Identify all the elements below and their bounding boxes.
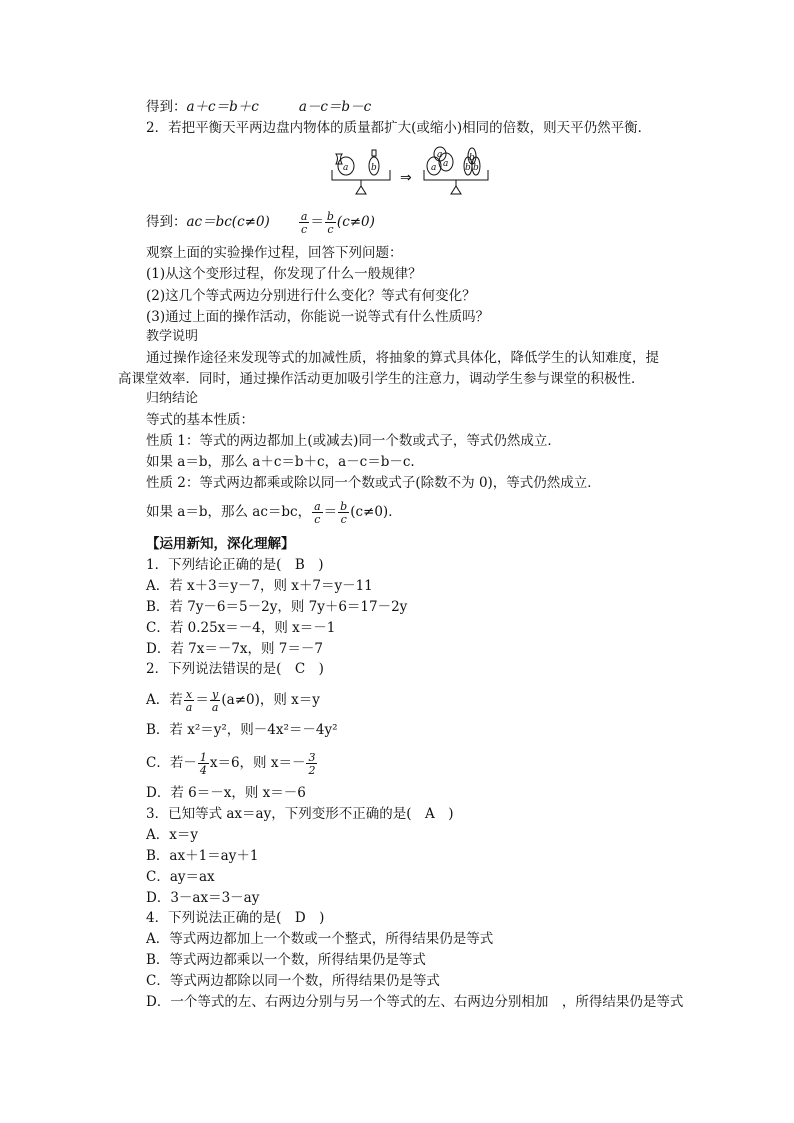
derive-prefix-2: 得到： [146, 214, 187, 230]
question-2: (2)这几个等式两边分别进行什么变化？等式有何变化？ [146, 288, 476, 304]
equation-add: a＋c＝b＋c [186, 99, 259, 115]
derive-line-2: 得到：ac＝bc(c≠0) $\frac{a}{c}$ ＝ $\frac{b}{c}$ (c≠0) [146, 209, 375, 236]
exercise-3-stem: 3．已知等式 ax＝ay，下列变形不正确的是( A ) [146, 806, 454, 822]
arrow-icon: ⇒ [400, 170, 412, 186]
equation-multiply: ac＝bc(c≠0) [186, 214, 270, 230]
item-2-text: 2．若把平衡天平两边盘内物体的质量都扩大(或缩小)相同的倍数，则天平仍然平衡． [146, 120, 652, 136]
fraction-a-over-c-2: $\frac{a}{c}$ [314, 499, 321, 526]
fig-label-a4: a [437, 150, 443, 160]
exercise-1-stem: 1．下列结论正确的是( B ) [146, 557, 324, 573]
question-3: (3)通过上面的操作活动，你能说一说等式有什么性质吗？ [146, 309, 490, 325]
property-1-example: 如果 a＝b，那么 a＋c＝b＋c，a－c＝b－c. [146, 454, 415, 470]
exercise-2-option-d: D．若 6＝－x，则 x＝－6 [146, 785, 306, 801]
exercise-2-stem: 2．下列说法错误的是( C ) [146, 661, 324, 677]
fig-label-b1: b [371, 163, 377, 173]
exercise-1-option-b: B．若 7y－6＝5－2y，则 7y＋6＝17－2y [146, 599, 408, 615]
property-2-example: 如果 a＝b，那么 ac＝bc， $\frac{a}{c}$ ＝ $\frac{b}{c}$ (c≠0)． [146, 499, 402, 526]
exercise-1-option-c: C．若 0.25x＝－4，则 x＝－1 [146, 620, 336, 636]
exercise-1-option-d: D．若 7x＝－7x，则 7＝－7 [146, 641, 323, 657]
exercise-2-option-a: A．若 $\frac{x}{a}$ ＝ $\frac{y}{a}$ (a≠0)，则 x＝y [146, 687, 320, 714]
apply-section-title: 【运用新知，深化理解】 [146, 536, 295, 552]
fig-label-b4: b [469, 153, 475, 163]
exercise-2-option-c: C．若－ $\frac{1}{4}$ x＝6，则 x＝－ $\frac{3}{2}$ [146, 750, 316, 777]
exercise-4-option-d: D．一个等式的左、右两边分别与另一个等式的左、右两边分别相加 ，所得结果仍是等式 [146, 994, 684, 1010]
fraction-b-over-c: $\frac{b}{c}$ [326, 209, 334, 236]
equation-subtract: a－c＝b－c [298, 99, 372, 115]
exercise-1-option-a: A．若 x＋3＝y－7，则 x＋7＝y－11 [146, 578, 373, 594]
exercise-4-option-b: B．等式两边都乘以一个数，所得结果仍是等式 [146, 952, 426, 968]
fig-label-a3: a [443, 159, 449, 169]
fig-label-b3: b [473, 163, 479, 173]
exercise-3-option-a: A．x＝y [146, 827, 198, 843]
basic-properties-title: 等式的基本性质： [146, 412, 254, 428]
balance-illustration [328, 140, 498, 200]
fig-label-a2: a [431, 163, 437, 173]
fraction-a-over-c: $\frac{a}{c}$ [300, 209, 308, 236]
fraction-three-halves: $\frac{3}{2}$ [308, 750, 316, 777]
observe-line: 观察上面的实验操作过程，回答下列问题： [146, 245, 403, 261]
balance-figure [328, 140, 498, 200]
property-1: 性质 1：等式的两边都加上(或减去)同一个数或式子，等式仍然成立． [146, 433, 561, 449]
property-2: 性质 2：等式两边都乘或除以同一个数或式子(除数不为 0)，等式仍然成立． [146, 475, 601, 491]
exercise-2-option-b: B．若 x²＝y²，则－4x²＝－4y² [146, 722, 338, 738]
teaching-notes-title: 教学说明 [146, 329, 199, 344]
exercise-4-stem: 4．下列说法正确的是( D ) [146, 910, 325, 926]
fig-label-b2: b [465, 163, 471, 173]
property-2-suffix: (c≠0)． [350, 504, 402, 520]
conclusion-title: 归纳结论 [146, 391, 199, 406]
teaching-notes-line-2: 高课堂效率．同时，通过操作活动更加吸引学生的注意力，调动学生参与课堂的积极性． [118, 371, 645, 387]
fraction-x-over-a: $\frac{x}{a}$ [185, 687, 193, 714]
equation-divide-suffix: (c≠0) [336, 214, 375, 230]
balance-left-beam [332, 170, 390, 180]
exercise-3-option-d: D．3－ax＝3－ay [146, 890, 260, 906]
property-2-example-text: 如果 a＝b，那么 ac＝bc， [146, 504, 312, 520]
fraction-y-over-a: $\frac{y}{a}$ [211, 687, 219, 714]
exercise-3-option-c: C．ay＝ax [146, 869, 215, 885]
question-1: (1)从这个变形过程，你发现了什么一般规律？ [146, 266, 422, 282]
fraction-one-quarter: $\frac{1}{4}$ [199, 750, 207, 777]
exercise-4-option-c: C．等式两边都除以同一个数，所得结果仍是等式 [146, 973, 440, 989]
exercise-4-option-a: A．等式两边都加上一个数或一个整式，所得结果仍是等式 [146, 931, 494, 947]
balance-right-fulcrum [451, 186, 461, 194]
derive-prefix: 得到： [146, 99, 187, 115]
fig-label-a1: a [343, 163, 349, 173]
exercise-3-option-b: B．ax＋1＝ay＋1 [146, 848, 259, 864]
fraction-b-over-c-2: $\frac{b}{c}$ [340, 499, 348, 526]
balance-left-fulcrum [356, 186, 366, 194]
derive-line-1 [146, 98, 371, 116]
teaching-notes-line-1: 通过操作途径来发现等式的加减性质，将抽象的算式具体化，降低学生的认知难度，提 [146, 350, 659, 366]
